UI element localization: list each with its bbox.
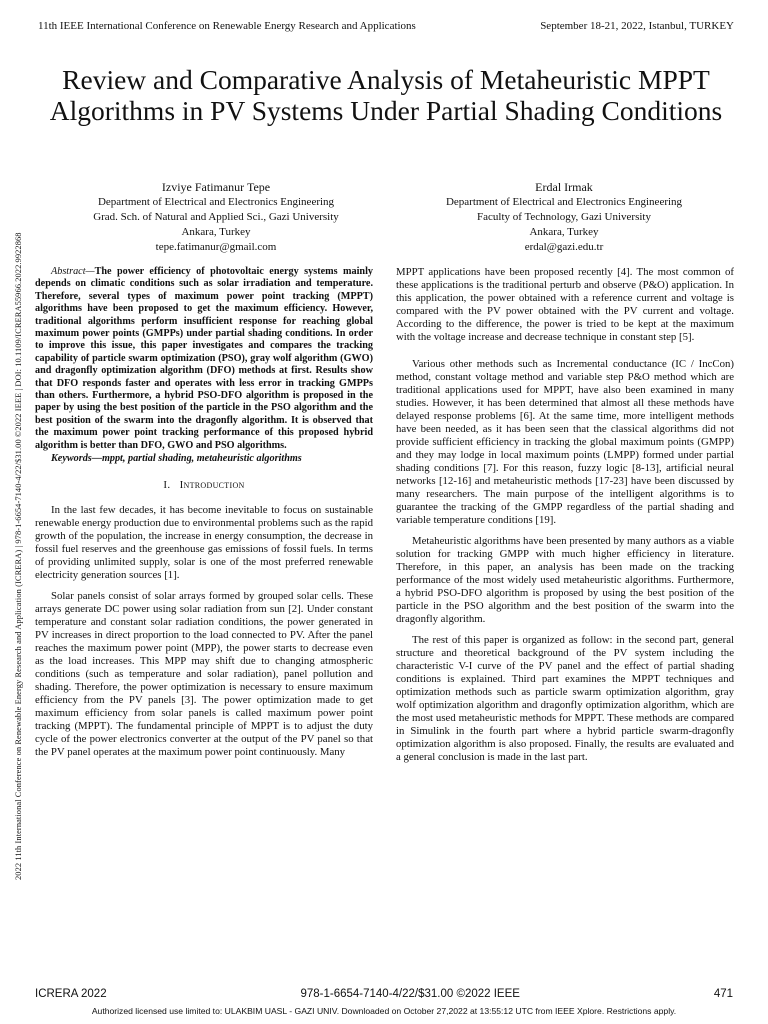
body-paragraph: MPPT applications have been proposed recently [4]. The most common of these applications is the traditional perturb and observe (P&O) application. In this application, the power obtained with a reference current and voltage is compared with the PV power obtained with the PV current and voltage. According to the difference, the power is tried to be kept at the maximum with the voltage increase and decrease technique in constant step [5]. [396,266,734,343]
side-doi-note: 2022 11th International Conference on Renewable Energy Research and Application (ICRERA) | 978-1-6654-7140-4/22/$31.00 ©2022 IEEE | DOI: 10.1109/ICRERA55966.2022.9922868 [14,232,23,880]
author-department: Department of Electrical and Electronics Engineering [445,196,683,208]
abstract [35,266,373,452]
footer-isbn: 978-1-6654-7140-4/22/$31.00 ©2022 IEEE [300,988,520,1000]
conference-date-location: September 18-21, 2022, Istanbul, TURKEY [540,20,734,32]
paper-title: Review and Comparative Analysis of Metaheuristic MPPT Algorithms in PV Systems Under Partial Shading Conditions [49,64,723,126]
author-block-1 [56,180,376,255]
page-footer [35,988,733,1000]
right-column [396,266,734,764]
author-location: Ankara, Turkey [181,226,251,238]
section-number: I. [163,479,171,492]
body-paragraph: The rest of this paper is organized as follow: in the second part, general structure and theoretical background of the PV system including the characteristic V-I curve of the PV panel and the effect of partial shading conditions is explained. Third part examines the MPPT techniques and optimization methods such as particle swarm optimization algorithm, gray wolf optimization algorithm and dragonfly optimization algorithm, which are the most used metaheuristic methods for MPPT. These methods are compared in Simulink in the fourth part where a hybrid particle swarm-dragonfly optimization algorithm is also proposed. Finally, the results are evaluated and a general conclusion is made in the last part. [396,634,734,763]
author-department: Department of Electrical and Electronics Engineering [97,196,335,208]
author-email: tepe.fatimanur@gmail.com [155,241,277,253]
keywords: Keywords—mppt, partial shading, metaheuristic algorithms [51,453,302,465]
footer-conference: ICRERA 2022 [35,988,107,1000]
author-name: Erdal Irmak [535,180,593,194]
section-title: Introduction [179,479,245,492]
author-email: erdal@gazi.edu.tr [524,241,604,253]
abstract-lead: Abstract— [51,266,95,277]
author-block-2 [404,180,724,255]
body-paragraph: Various other methods such as Incremental conductance (IC / IncCon) method, constant voltage method and variable step P&O method which are traditional applications used for MPPT, have also been examined in many studies. However, it has been determined that almost all these methods have delayed response problems [6]. At the same time, more intelligent methods have been needed, as it has been seen that the classical algorithms did not provide sufficient efficiency in tracking the global maximum points (GMPP) and they may lodge in local maximum points (LMPP) formed under partial shading conditions [7]. For this reason, fuzzy logic [8-13], artificial neural networks [12-16] and metaheuristic methods [17-23] have been discussed by many researchers. The main purpose of the intelligent algorithms is to guarantee the tracking of the GMPP regardless of the partial shading and variable temperature conditions [19]. [396,358,734,526]
section-heading [35,479,373,492]
abstract-text: The power efficiency of photovoltaic energy systems mainly depends on climatic conditions such as solar irradiation and temperature. Therefore, several types of maximum power point tracking (MPPT) algorithms have been proposed to get the maximum efficiency. However, traditional algorithms perform insufficient response for reaching global maximum power points (GMPPs) under partial shading conditions. In order to improve this issue, this paper investigates and compares the tracking capability of particle swarm optimization (PSO), gray wolf algorithm (GWO) and dragonfly optimization algorithm (DFO) methods at first. Results show that DFO responds faster and operates with less error in tracking GMPPs than others. Furthermore, a hybrid PSO-DFO algorithm is proposed in the paper by using the best position of the particle in the PSO algorithm and the best position of the swarm into the dragonfly algorithm. It is observed that the maximum power point tracking performance of this proposed hybrid algorithm is better than DFO, GWO and PSO algorithms. [35,266,373,451]
conference-name: 11th IEEE International Conference on Renewable Energy Research and Applications [38,20,416,32]
left-column [35,266,373,759]
running-header [38,20,734,32]
author-organization: Grad. Sch. of Natural and Applied Sci., Gazi University [93,211,339,223]
license-notice: Authorized licensed use limited to: ULAKBIM UASL - GAZI UNIV. Downloaded on October 27,2022 at 13:55:12 UTC from IEEE Xplore. Restrictions apply. [91,1006,677,1016]
page-number: 471 [713,988,733,1000]
author-name: Izviye Fatimanur Tepe [161,180,271,194]
author-organization: Faculty of Technology, Gazi University [477,211,651,223]
body-paragraph: In the last few decades, it has become inevitable to focus on sustainable renewable energy production due to environmental problems such as the rapid growth of the population, the increase in energy consumption, the decrease in fossil fuel reserves and the greenhouse gas emissions of fossil fuels. In terms of providing unlimited supply, solar is one of the most preferred renewable electricity generation sources [1]. [35,504,373,582]
author-location: Ankara, Turkey [529,226,599,238]
body-paragraph: Metaheuristic algorithms have been presented by many authors as a viable solution for tracking GMPP with much higher efficiency in literature. Therefore, in this paper, an analysis has been made on the tracking performance of the most widely used metaheuristic algorithms. Furthermore, a hybrid PSO-DFO algorithm is proposed by using the best position of the particle in the PSO algorithm and the best position of the swarm into the dragonfly algorithm. [396,535,734,625]
body-paragraph: Solar panels consist of solar arrays formed by grouped solar cells. These arrays generate DC power using solar radiation from sun [2]. Under constant temperature and constant solar radiation conditions, the power generated in PV increases in direct proportion to the load connected to PV. After the panel reaches the maximum power point (MPP), the power starts to decrease even as the load increases. This MPP may shift due to changing atmospheric conditions (such as temperature and solar radiation), panel pollution and shading. Therefore, the power optimization is necessary to ensure maximum efficiency from the PV panels [3]. The power optimization made to get maximum efficiency from solar panels is called maximum power point tracking (MPPT). The fundamental principle of MPPT is to adjust the duty cycle of the power electronics converter at the output of the PV panel so that the PV panel operates at the maximum power point continuously. Many [35,590,373,759]
